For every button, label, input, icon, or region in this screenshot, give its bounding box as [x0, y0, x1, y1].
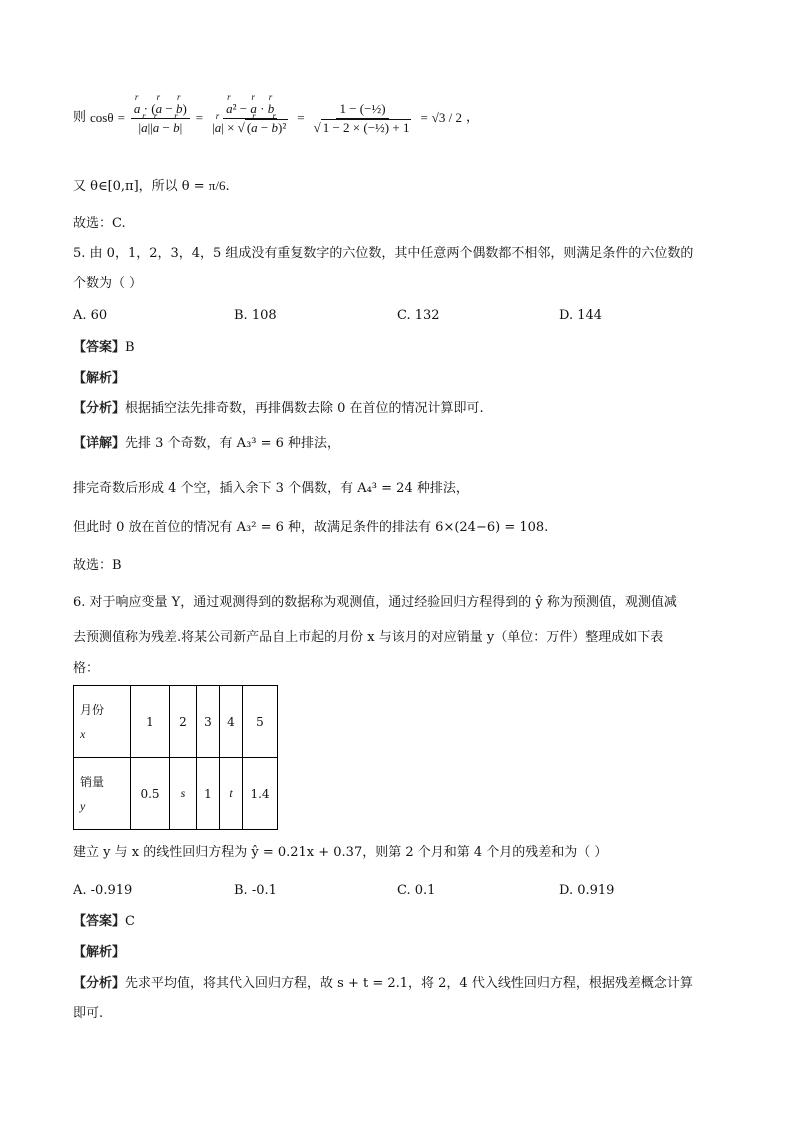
table-cell: 5: [243, 686, 278, 758]
fraction-2: [209, 100, 291, 137]
fraction-3-numerator: 1 − (−½): [336, 100, 388, 119]
theta-range-line: [73, 176, 230, 197]
equals-sign: =: [420, 110, 428, 125]
q6-regression-line: 建立 y 与 x 的线性回归方程为 ŷ = 0.21x + 0.37，则第 2 个月和第 4 个月的残差和为（ ）: [73, 845, 608, 860]
month-sales-table: [73, 685, 278, 830]
equals-sign: =: [297, 110, 305, 125]
q5-answer-line: [73, 338, 135, 358]
table-cell: 1.4: [243, 758, 278, 830]
table-cell: 1: [197, 758, 220, 830]
q6-option-c: C. 0.1: [397, 883, 436, 898]
q5-option-c: C. 132: [397, 308, 440, 323]
q6-option-d: D. 0.919: [559, 883, 615, 898]
formula-prefix: 则: [73, 110, 87, 125]
fraction-3-denominator: √ 1 − 2 × (−½) + 1: [313, 119, 410, 135]
q6-stem-line2: 去预测值称为残差.将某公司新产品自上市起的月份 x 与该月的对应销量 y（单位：万件）整理成如下表: [73, 630, 664, 645]
q5-answer-tag: 【答案】: [73, 340, 126, 355]
q5-option-d: D. 144: [559, 308, 603, 323]
fraction-2-numerator: r a² − r a · r b: [223, 100, 277, 119]
formula-result: √3 / 2: [431, 110, 463, 125]
theta-range-text: 又 θ∈[0,π]，所以 θ =: [73, 179, 209, 194]
q6-stem-line1: 6. 对于响应变量 Y，通过观测得到的数据称为观测值，通过经验回归方程得到的 ŷ 称为预测值，观测值减: [73, 595, 677, 610]
q5-option-b: B. 108: [234, 308, 277, 323]
table-cell: 3: [197, 686, 220, 758]
q6-stem-line3: 格：: [73, 661, 100, 676]
period: .: [225, 179, 230, 194]
q6-fenxi-line1: [73, 974, 693, 994]
table-cell: 1: [131, 686, 170, 758]
q6-answer-tag: 【答案】: [73, 914, 126, 929]
q5-select-line: 故选：B: [73, 558, 122, 573]
table-row: [74, 758, 278, 830]
fraction-1: [131, 100, 190, 137]
q5-analysis-tag: 【解析】: [73, 371, 126, 386]
q6-fenxi-tag: 【分析】: [73, 976, 126, 991]
q5-fenxi-tag: 【分析】: [73, 401, 126, 416]
theta-value: π/6: [208, 178, 226, 193]
table-head-month: [74, 686, 131, 758]
q5-detail-text1: 先排 3 个奇数，有 A₃³ = 6 种排法，: [125, 436, 341, 451]
q5-stem-line2: 个数为（ ）: [73, 276, 143, 291]
q5-fenxi-text: 根据插空法先排奇数，再排偶数去除 0 在首位的情况计算即可.: [125, 401, 484, 416]
comma: ，: [466, 110, 480, 125]
q6-option-a: A. -0.919: [73, 883, 133, 898]
q6-answer: C: [125, 914, 135, 929]
month-var: x: [80, 726, 86, 741]
q5-detail-line1: [73, 434, 340, 454]
q6-analysis-tag: 【解析】: [73, 945, 126, 960]
q5-stem-line1: 5. 由 0，1，2，3，4，5 组成没有重复数字的六位数，其中任意两个偶数都不相邻，则满足条件的六位数的: [73, 246, 694, 261]
q6-answer-line: [73, 912, 135, 932]
table-head-sales: [74, 758, 131, 830]
cos-theta: cosθ: [90, 110, 114, 125]
table-cell: 2: [170, 686, 197, 758]
q6-option-b: B. -0.1: [234, 883, 277, 898]
q6-fenxi-line2: 即可.: [73, 1006, 104, 1021]
equals-sign: =: [117, 110, 125, 125]
equals-sign: =: [195, 110, 204, 125]
table-cell: t: [220, 758, 243, 830]
answer-select-c: 故选：C.: [73, 216, 126, 231]
table-cell: s: [170, 758, 197, 830]
q5-fenxi-line: [73, 399, 484, 419]
table-row: [74, 686, 278, 758]
q5-detail-line2: 排完奇数后形成 4 个空，插入余下 3 个偶数，有 A₄³ = 24 种排法，: [73, 481, 469, 496]
fraction-3: [311, 100, 415, 137]
cos-formula-line: [73, 80, 479, 156]
q5-detail-line3: 但此时 0 放在首位的情况有 A₃² = 6 种，故满足条件的排法有 6×(24−6) = 108.: [73, 520, 549, 535]
q5-option-a: A. 60: [73, 308, 108, 323]
q5-answer: B: [125, 340, 135, 355]
fraction-1-denominator: |r a||r a − r b|: [135, 119, 185, 137]
sales-label: 销量: [80, 774, 105, 789]
sales-var: y: [80, 798, 86, 813]
fraction-1-numerator: r a · (r a − r b): [131, 100, 190, 119]
q5-detail-tag: 【详解】: [73, 436, 126, 451]
fraction-2-denominator: |r a| × √ (r a − r b)²: [209, 119, 291, 137]
table-cell: 4: [220, 686, 243, 758]
month-label: 月份: [80, 702, 105, 717]
q6-fenxi-text1: 先求平均值，将其代入回归方程，故 s + t = 2.1，将 2，4 代入线性回归方程，根据残差概念计算: [125, 976, 693, 991]
table-cell: 0.5: [131, 758, 170, 830]
